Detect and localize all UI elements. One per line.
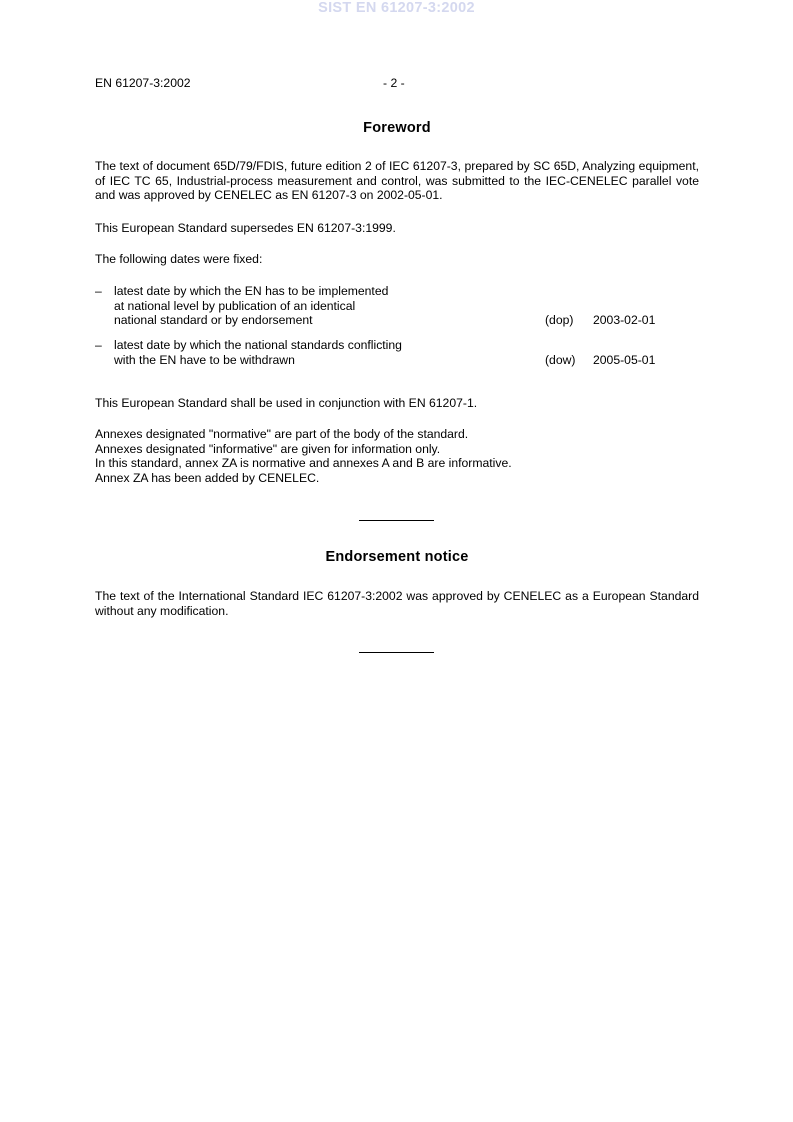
end-divider	[359, 652, 434, 653]
supersedes-statement: This European Standard supersedes EN 61207-3:1999.	[95, 221, 396, 235]
endorsement-text: The text of the International Standard IEC 61207-3:2002 was approved by CENELEC as a European Standard without any modification.	[95, 589, 699, 618]
date-code: (dop)	[545, 313, 574, 328]
document-id: EN 61207-3:2002	[95, 76, 191, 90]
watermark: SIST EN 61207-3:2002	[318, 0, 475, 16]
date-item-description: latest date by which the EN has to be implemented at national level by publication of an identical national standard or by endorsement	[114, 284, 389, 328]
date-value: 2005-05-01	[593, 353, 656, 368]
date-item-dop	[95, 284, 699, 328]
date-value: 2003-02-01	[593, 313, 656, 328]
list-dash: –	[95, 284, 102, 298]
section-divider	[359, 520, 434, 521]
date-item-dow	[95, 338, 699, 368]
list-dash: –	[95, 338, 102, 352]
annex-line: Annex ZA has been added by CENELEC.	[95, 470, 320, 485]
annex-line: Annexes designated "informative" are given for information only.	[95, 441, 441, 456]
annex-line: In this standard, annex ZA is normative and annexes A and B are informative.	[95, 456, 512, 471]
page-number: - 2 -	[383, 76, 405, 90]
dates-intro: The following dates were fixed:	[95, 252, 263, 266]
endorsement-title: Endorsement notice	[325, 549, 469, 565]
conjunction-statement: This European Standard shall be used in conjunction with EN 61207-1.	[95, 396, 478, 410]
date-item-description: latest date by which the national standards conflicting with the EN have to be withdrawn	[114, 338, 402, 367]
annex-line: Annexes designated "normative" are part of the body of the standard.	[95, 427, 469, 441]
foreword-title: Foreword	[363, 120, 431, 136]
annexes-block	[95, 427, 699, 485]
page-header	[95, 76, 699, 92]
date-code: (dow)	[545, 353, 576, 368]
foreword-intro: The text of document 65D/79/FDIS, future edition 2 of IEC 61207-3, prepared by SC 65D, Analyzing equipment, of IEC TC 65, Industrial-process measurement and control, was submitted to the IEC-CENELEC parallel vote and was approved by CENELEC as EN 61207-3 on 2002-05-01.	[95, 159, 699, 203]
